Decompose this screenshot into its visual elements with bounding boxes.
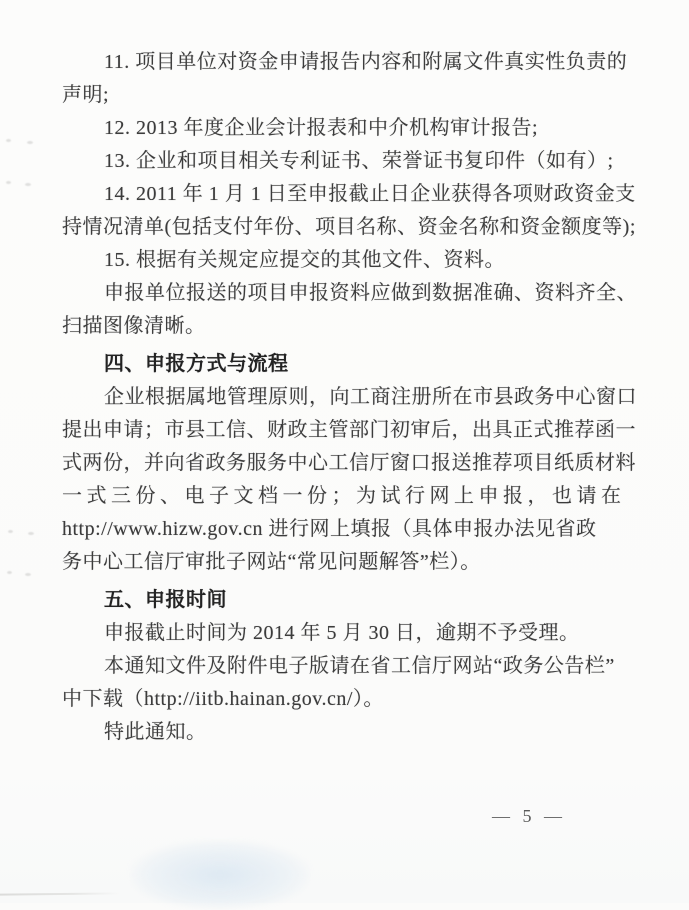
scan-speckle [28, 532, 34, 535]
text-line: 本通知文件及附件电子版请在省工信厅网站“政务公告栏” [104, 655, 615, 677]
scan-speckle [7, 571, 12, 574]
page-number: — 5 — [492, 806, 566, 826]
scan-speckle [27, 141, 33, 144]
text-line: 11. 项目单位对资金申请报告内容和附属文件真实性负责的 [104, 51, 628, 73]
text-line: 13. 企业和项目相关专利证书、荣誉证书复印件（如有）; [104, 150, 614, 172]
scan-speckle [25, 183, 31, 186]
text-line: 提出申请；市县工信、财政主管部门初审后，出具正式推荐函一 [62, 419, 636, 441]
scan-speckle [6, 139, 11, 142]
text-line: 一式三份、电子文档一份；为试行网上申报，也请在 [62, 485, 626, 507]
text-line: 申报截止时间为 2014 年 5 月 30 日，逾期不予受理。 [104, 622, 580, 644]
text-line: 扫描图像清晰。 [62, 315, 206, 337]
text-line: 中下载（http://iitb.hainan.gov.cn/）。 [62, 688, 384, 710]
text-line: http://www.hizw.gov.cn 进行网上填报（具体申报办法见省政 [62, 518, 597, 540]
document-body [62, 46, 637, 749]
text-line: 15. 根据有关规定应提交的其他文件、资料。 [104, 249, 505, 271]
scan-speckle [6, 181, 11, 184]
scan-edge-artifact [0, 892, 120, 895]
text-line: 特此通知。 [104, 721, 207, 743]
text-line: 企业根据属地管理原则，向工商注册所在市县政务中心窗口 [104, 386, 637, 408]
text-line: 声明; [62, 84, 110, 106]
scan-speckle [8, 530, 13, 533]
section-heading: 五、申报时间 [104, 589, 227, 611]
text-line: 12. 2013 年度企业会计报表和中介机构审计报告; [104, 117, 539, 139]
text-line: 式两份，并向省政务服务中心工信厅窗口报送推荐项目纸质材料 [62, 452, 636, 474]
scan-smudge-artifact [130, 840, 310, 910]
text-line: 申报单位报送的项目申报资料应做到数据准确、资料齐全、 [104, 282, 637, 304]
scan-speckle [25, 573, 31, 576]
text-line: 持情况清单(包括支付年份、项目名称、资金名称和资金额度等); [62, 216, 636, 238]
section-heading: 四、申报方式与流程 [104, 353, 289, 375]
text-line: 14. 2011 年 1 月 1 日至申报截止日企业获得各项财政资金支 [104, 183, 636, 205]
text-line: 务中心工信厅审批子网站“常见问题解答”栏）。 [62, 551, 481, 573]
